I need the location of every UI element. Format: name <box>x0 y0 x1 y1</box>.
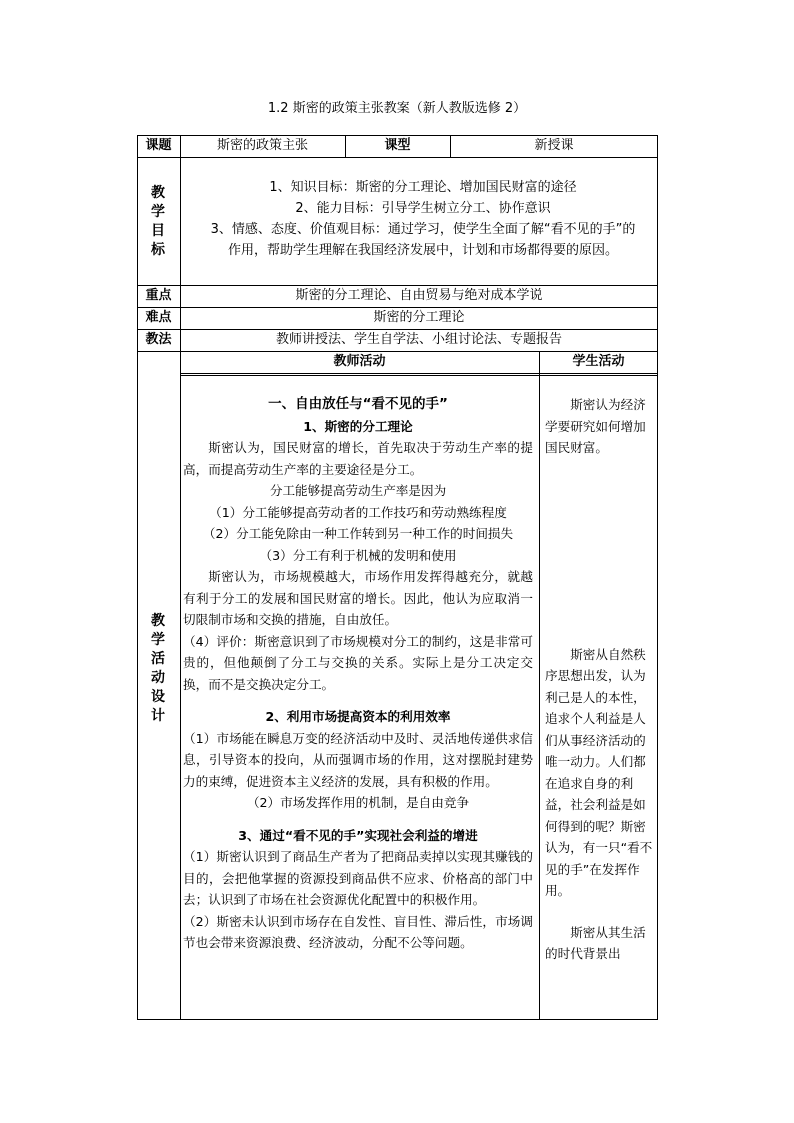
paragraph: （2）斯密未认识到市场存在自发性、盲目性、滞后性，市场调节也会带来资源浪费、经济波动，分配不公等问题。 <box>183 913 533 950</box>
activity-label-char: 学 <box>151 632 165 648</box>
subsection-heading: 3、通过“看不见的手”实现社会利益的增进 <box>238 827 478 843</box>
teacher-activity-content <box>183 394 533 954</box>
goals-label-char: 学 <box>151 204 165 220</box>
objective-attitude-cont: 作用，帮助学生理解在我国经济发展中，计划和市场都得要的原因。 <box>227 243 618 258</box>
goals-label-char: 目 <box>151 223 165 239</box>
difficulty-value: 斯密的分工理论 <box>373 310 465 326</box>
activity-design-label <box>148 612 168 726</box>
paragraph: 斯密认为，国民财富的增长，首先取决于劳动生产率的提高，而提高劳动生产率的主要途径是分工。 <box>183 440 533 477</box>
activity-label-char: 动 <box>151 670 165 686</box>
lesson-type-label: 课型 <box>384 138 411 154</box>
objective-attitude: 3、情感、态度、价值观目标：通过学习，使学生全面了解“看不见的手”的 <box>210 222 636 237</box>
list-item: （3）分工有利于机械的发明和使用 <box>259 547 457 563</box>
paragraph: 斯密从其生活的时代背景出 <box>545 924 646 961</box>
key-point-value: 斯密的分工理论、自由贸易与绝对成本学说 <box>295 288 543 304</box>
paragraph: 斯密认为经济学要研究如何增加国民财富。 <box>545 397 646 455</box>
lesson-type-value: 新授课 <box>534 138 574 154</box>
goals-label-char: 教 <box>151 185 165 201</box>
row-divider <box>180 375 658 376</box>
objective-ability: 2、能力目标：引导学生树立分工、协作意识 <box>295 201 551 216</box>
row-divider <box>137 157 658 158</box>
method-label: 教法 <box>145 332 172 348</box>
paragraph: （2）市场发挥作用的机制，是自由竞争 <box>246 795 470 810</box>
goals-label <box>148 184 168 260</box>
activity-label-char: 教 <box>151 613 165 629</box>
document-title: 1.2 斯密的政策主张教案（新人教版选修 2） <box>267 101 527 116</box>
teacher-activity-header: 教师活动 <box>333 354 386 370</box>
list-item: （1）分工能够提高劳动者的工作技巧和劳动熟练程度 <box>209 504 507 520</box>
topic-label: 课题 <box>145 138 172 154</box>
paragraph: 斯密认为，市场规模越大，市场作用发挥得越充分，就越有利于分工的发展和国民财富的增长。因此，他认为应取消一切限制市场和交换的措施，自由放任。 <box>183 569 533 627</box>
student-activity-header: 学生活动 <box>572 354 625 370</box>
paragraph: （4）评价：斯密意识到了市场规模对分工的制约，这是非常可贵的，但他颠倒了分工与交换的关系。实际上是分工决定交换，而不是交换决定分工。 <box>183 633 533 692</box>
paragraph: （1）斯密认识到了商品生产者为了把商品卖掉以实现其赚钱的目的，会把他掌握的资源投到商品供不应求、价格高的部门中去；认识到了市场在社会资源优化配置中的积极作用。 <box>183 849 533 907</box>
student-activity-content <box>545 394 653 965</box>
activity-label-char: 设 <box>151 689 165 705</box>
paragraph: 斯密从自然秩序思想出发，认为利己是人的本性，追求个人利益是人们从事经济活动的唯一动力。人们都在追求自身的利益，社会利益是如何得到的呢？斯密认为，有一只“看不见的手”在发挥作用。 <box>545 646 653 898</box>
column-divider <box>539 351 540 1020</box>
objective-knowledge: 1、知识目标：斯密的分工理论、增加国民财富的途径 <box>269 180 577 195</box>
subsection-heading: 2、利用市场提高资本的利用效率 <box>265 709 451 724</box>
activity-label-char: 活 <box>151 651 165 667</box>
difficulty-label: 难点 <box>145 310 172 326</box>
column-divider <box>180 135 181 1020</box>
subsection-heading: 1、斯密的分工理论 <box>303 418 413 434</box>
section-heading: 一、自由放任与“看不见的手” <box>268 396 448 412</box>
teaching-objectives <box>188 177 658 261</box>
row-divider <box>180 373 658 374</box>
key-point-label: 重点 <box>145 288 172 304</box>
topic-value: 斯密的政策主张 <box>216 138 308 154</box>
activity-label-char: 计 <box>151 708 165 724</box>
paragraph: 分工能够提高劳动生产率是因为 <box>269 483 447 498</box>
goals-label-char: 标 <box>151 242 165 258</box>
paragraph: （1）市场能在瞬息万变的经济活动中及时、灵活地传递供求信息，引导资本的投向，从而强调市场的作用，这对摆脱封建势力的束缚，促进资本主义经济的发展，具有积极的作用。 <box>183 730 533 789</box>
list-item: （2）分工能免除由一种工作转到另一种工作的时间损失 <box>202 526 514 541</box>
method-value: 教师讲授法、学生自学法、小组讨论法、专题报告 <box>275 332 562 348</box>
